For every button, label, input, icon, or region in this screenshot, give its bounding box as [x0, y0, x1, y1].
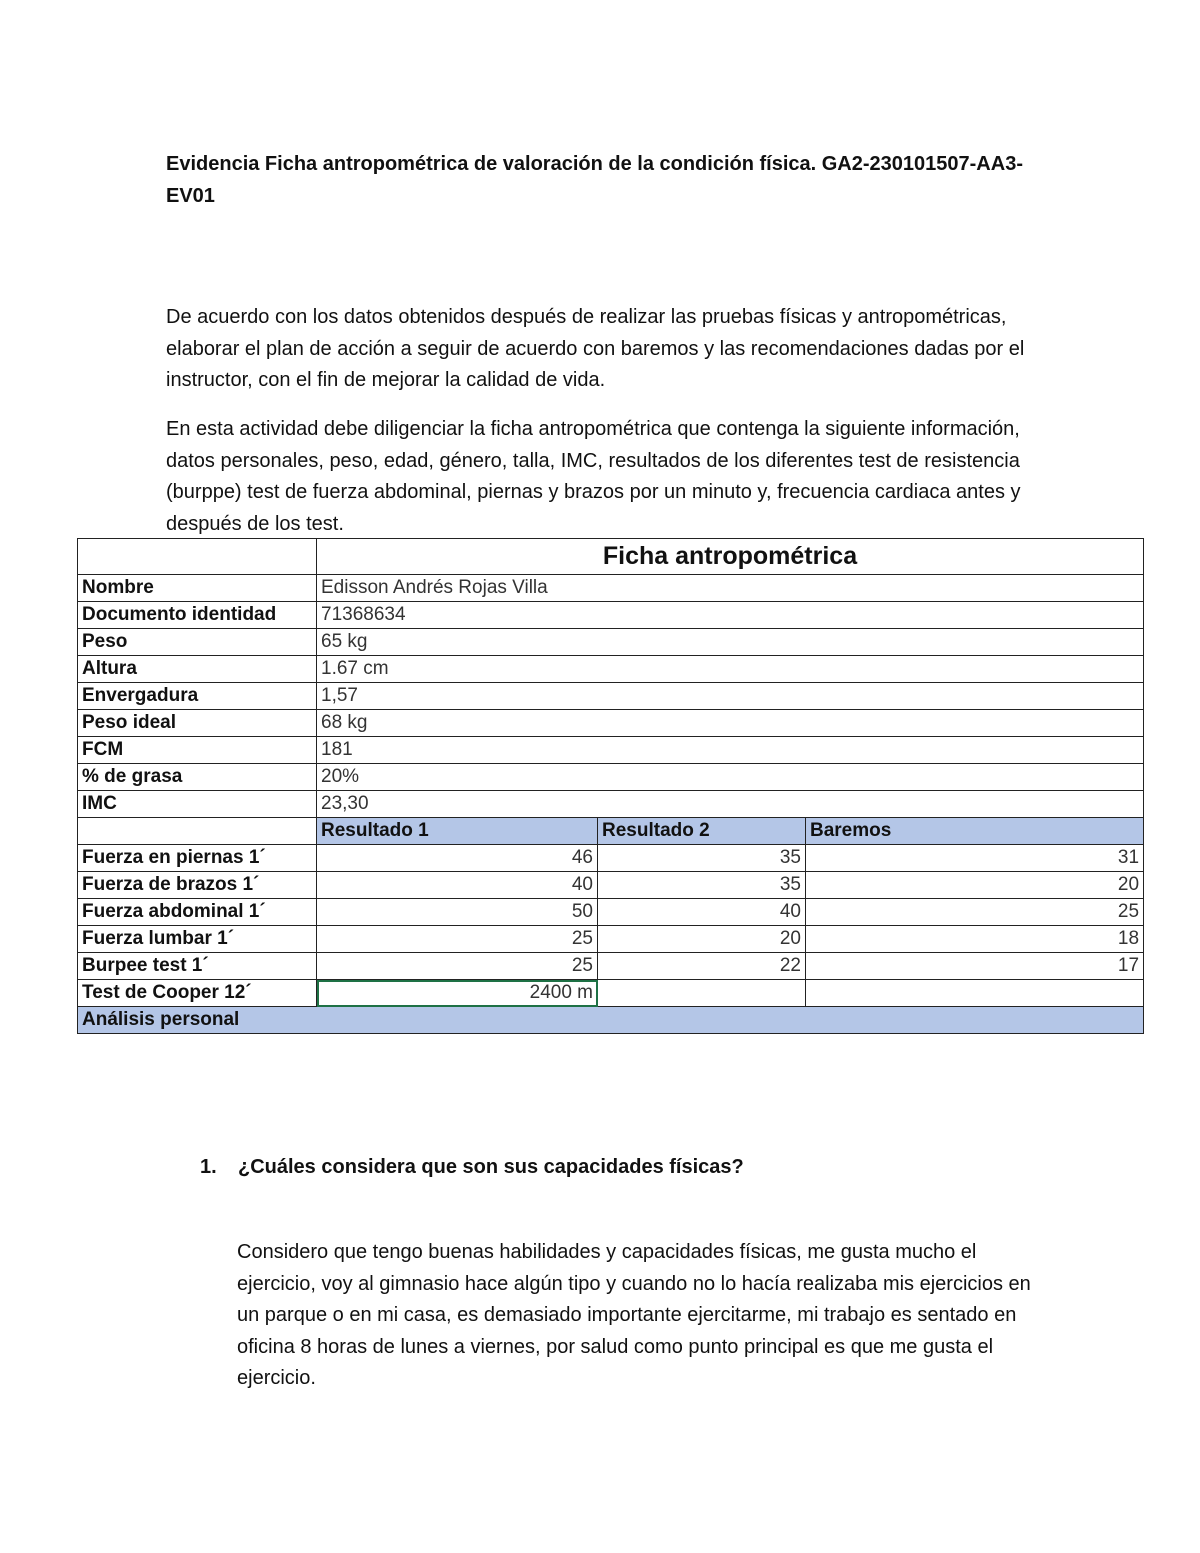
test-label[interactable]: Fuerza en piernas 1´	[78, 845, 317, 872]
result-1-cell-selected[interactable]: 2400 m	[317, 980, 598, 1007]
test-label[interactable]: Fuerza abdominal 1´	[78, 899, 317, 926]
analysis-row	[78, 1007, 1144, 1034]
baremos-cell[interactable]: 31	[806, 845, 1144, 872]
baremos-cell[interactable]: 17	[806, 953, 1144, 980]
table-row	[78, 899, 1144, 926]
table-row	[78, 980, 1144, 1007]
table-row	[78, 710, 1144, 737]
baremos-cell[interactable]: 18	[806, 926, 1144, 953]
result-1-cell[interactable]: 46	[317, 845, 598, 872]
result-2-cell[interactable]: 22	[598, 953, 806, 980]
table-row	[78, 764, 1144, 791]
result-1-cell[interactable]: 50	[317, 899, 598, 926]
row-label[interactable]: Peso ideal	[78, 710, 317, 737]
row-value[interactable]: Edisson Andrés Rojas Villa	[317, 575, 1144, 602]
row-label[interactable]: Nombre	[78, 575, 317, 602]
table-row	[78, 872, 1144, 899]
result-2-cell[interactable]	[598, 980, 806, 1007]
ficha-antropometrica-table	[77, 538, 1144, 1034]
row-value[interactable]: 65 kg	[317, 629, 1144, 656]
result-2-cell[interactable]: 35	[598, 872, 806, 899]
baremos-cell[interactable]	[806, 980, 1144, 1007]
table-row	[78, 845, 1144, 872]
test-label[interactable]: Fuerza lumbar 1´	[78, 926, 317, 953]
row-value[interactable]: 20%	[317, 764, 1144, 791]
document-title: Evidencia Ficha antropométrica de valoración de la condición física. GA2-230101507-AA3- EV01	[166, 153, 1023, 207]
intro-paragraph: De acuerdo con los datos obtenidos después de realizar las pruebas físicas y antropométricas, elaborar el plan de acción a seguir de acuerdo con baremos y las recomendaciones dadas por el instructor, con el fin de mejorar la calidad de vida.	[166, 306, 1025, 391]
results-header-r1[interactable]: Resultado 1	[317, 818, 598, 845]
table-heading[interactable]: Ficha antropométrica	[317, 539, 1144, 575]
test-label[interactable]: Test de Cooper 12´	[78, 980, 317, 1007]
baremos-cell[interactable]: 20	[806, 872, 1144, 899]
table-heading-row	[78, 539, 1144, 575]
row-label[interactable]: Envergadura	[78, 683, 317, 710]
table-row	[78, 629, 1144, 656]
analisis-personal-label[interactable]: Análisis personal	[78, 1007, 1144, 1034]
table-row	[78, 602, 1144, 629]
answer-paragraph: Considero que tengo buenas habilidades y capacidades físicas, me gusta mucho el ejercicio, voy al gimnasio hace algún tipo y cuando no lo hacía realizaba mis ejercicios en un parque o en mi casa, es demasiado importante ejercitarme, mi trabajo es sentado en oficina 8 horas de lunes a viernes, por salud como punto principal es que me gusta el ejercicio.	[237, 1241, 1031, 1389]
row-label[interactable]: Altura	[78, 656, 317, 683]
result-1-cell[interactable]: 25	[317, 926, 598, 953]
test-label[interactable]: Fuerza de brazos 1´	[78, 872, 317, 899]
question-text: ¿Cuáles considera que son sus capacidades físicas?	[238, 1156, 744, 1178]
empty-cell[interactable]	[78, 539, 317, 575]
row-label[interactable]: Documento identidad	[78, 602, 317, 629]
results-header-r2[interactable]: Resultado 2	[598, 818, 806, 845]
row-label[interactable]: IMC	[78, 791, 317, 818]
row-value[interactable]: 1,57	[317, 683, 1144, 710]
row-label[interactable]: FCM	[78, 737, 317, 764]
results-header-baremos[interactable]: Baremos	[806, 818, 1144, 845]
result-1-cell[interactable]: 40	[317, 872, 598, 899]
row-value[interactable]: 1.67 cm	[317, 656, 1144, 683]
row-value[interactable]: 68 kg	[317, 710, 1144, 737]
row-value[interactable]: 71368634	[317, 602, 1144, 629]
result-2-cell[interactable]: 20	[598, 926, 806, 953]
row-label[interactable]: Peso	[78, 629, 317, 656]
table-row	[78, 953, 1144, 980]
intro-paragraph: En esta actividad debe diligenciar la ficha antropométrica que contenga la siguiente información, datos personales, peso, edad, género, talla, IMC, resultados de los diferentes test de resistencia (burppe) test de fuerza abdominal, piernas y brazos por un minuto y, frecuencia cardiaca antes y después de los test.	[166, 418, 1021, 535]
table-row	[78, 656, 1144, 683]
row-value[interactable]: 23,30	[317, 791, 1144, 818]
table-row	[78, 737, 1144, 764]
result-1-cell[interactable]: 25	[317, 953, 598, 980]
empty-cell[interactable]	[78, 818, 317, 845]
result-2-cell[interactable]: 40	[598, 899, 806, 926]
table-row	[78, 791, 1144, 818]
result-2-cell[interactable]: 35	[598, 845, 806, 872]
row-value[interactable]: 181	[317, 737, 1144, 764]
table-row	[78, 926, 1144, 953]
question-number: 1.	[200, 1156, 217, 1178]
test-label[interactable]: Burpee test 1´	[78, 953, 317, 980]
table-row	[78, 683, 1144, 710]
row-label[interactable]: % de grasa	[78, 764, 317, 791]
baremos-cell[interactable]: 25	[806, 899, 1144, 926]
results-header-row	[78, 818, 1144, 845]
table-row	[78, 575, 1144, 602]
question-heading	[200, 1156, 744, 1179]
